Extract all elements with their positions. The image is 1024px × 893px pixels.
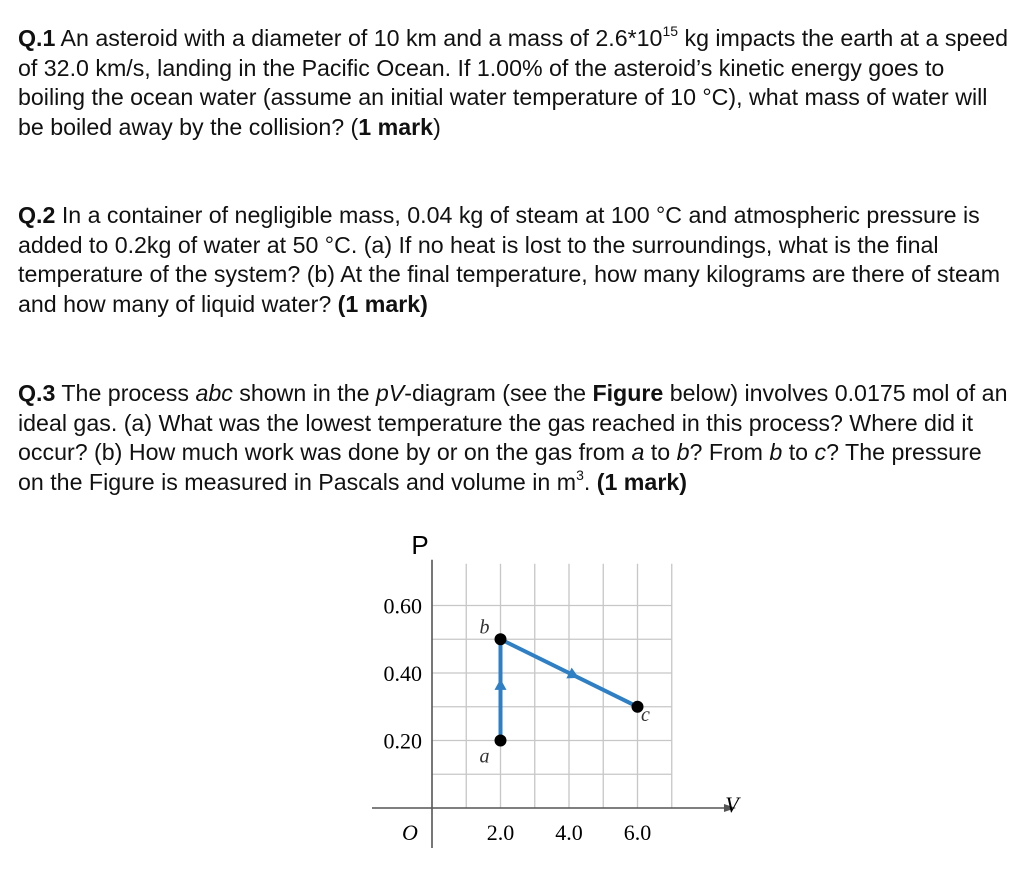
y-tick-label: 0.40	[383, 661, 422, 686]
question-3-c: c	[814, 439, 827, 465]
question-1-text-a: An asteroid with a diameter of 10 km and a mass of 2.6*10	[55, 25, 663, 51]
question-3	[18, 379, 1008, 497]
question-2-text: In a container of negligible mass, 0.04 kg of steam at 100 °C and atmospheric pressure is added to 0.2kg of water at 50 °C. (a) If no heat is lost to the surroundings, what is the final temperature of the system? (b) At the final temperature, how many kilograms are there of steam and how many of liquid water?	[18, 202, 1001, 317]
x-axis-label: V	[725, 792, 739, 817]
question-1-mark: 1 mark	[358, 113, 434, 140]
point-label-b: b	[479, 616, 490, 639]
question-3-pv: pV	[375, 380, 405, 406]
y-axis-label: P	[411, 529, 429, 560]
question-3-text-5: ) involves 0.0175 mol of an ideal gas. (a) What was the lowest temperature the gas reached in this process? Where did it occur? (b) How much work was done by or on the gas from	[18, 380, 1008, 465]
question-3-text-2: shown in the	[232, 380, 376, 406]
y-tick-label: 0.60	[383, 593, 422, 619]
x-tick-label: 6.0	[623, 820, 652, 845]
y-tick-label: 0.20	[383, 728, 422, 754]
question-3-text-3: -diagram (see the	[404, 380, 593, 406]
process-arrow-ab	[495, 679, 507, 690]
question-2	[18, 201, 1008, 319]
question-3-label: Q.3	[18, 380, 56, 406]
question-1-label: Q.1	[18, 25, 56, 51]
question-1-text-b: kg impacts the earth at a speed of 32.0 km/s, landing in the Pacific Ocean. If 1.00% of the asteroid’s kinetic energy goes to boiling the ocean water (assume an initial water temperature of 10 °C), what mass of water will be boiled away by the collision? (	[18, 25, 1009, 140]
point-b	[495, 633, 507, 645]
point-a	[495, 735, 507, 747]
point-label-c: c	[641, 703, 650, 726]
point-label-a: a	[479, 745, 490, 768]
question-3-text-10: .	[583, 468, 597, 495]
process-path	[495, 639, 638, 740]
question-3-text-9: ? The pressure on the Figure is measured in Pascals and volume in m	[18, 439, 982, 495]
question-3-exponent: 3	[576, 466, 584, 483]
origin-label: O	[402, 820, 418, 845]
question-3-b: b	[676, 439, 690, 465]
question-1-close: )	[433, 113, 441, 140]
question-3-text-7: ? From	[689, 439, 770, 465]
question-3-text-8: to	[782, 439, 815, 465]
x-tick-label: 4.0	[555, 820, 583, 845]
question-2-mark: (1 mark)	[337, 290, 428, 317]
question-3-mark: (1 mark)	[596, 468, 687, 495]
question-1	[18, 24, 1008, 142]
pv-diagram	[360, 529, 739, 858]
question-3-text-6: to	[644, 439, 677, 465]
question-2-label: Q.2	[18, 202, 56, 228]
question-3-abc: abc	[195, 380, 233, 406]
question-3-figure-word: Figure	[592, 380, 664, 406]
question-3-b2: b	[769, 439, 783, 465]
question-3-text-1: The process	[55, 380, 196, 406]
x-tick-label: 2.0	[486, 820, 515, 845]
grid	[432, 564, 672, 808]
question-3-a: a	[631, 439, 645, 465]
question-3-text-4: below	[663, 380, 731, 406]
question-1-exponent: 15	[662, 23, 679, 39]
